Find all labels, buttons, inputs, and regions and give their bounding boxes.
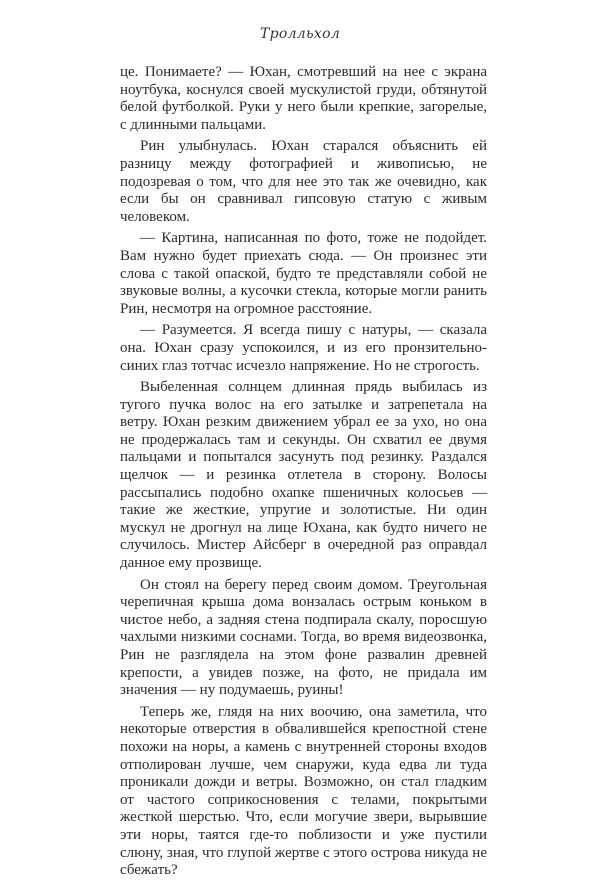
paragraph: Теперь же, глядя на них воочию, она заметила, что некоторые отверстия в обвалившейся крепостной стене похожи на норы, а камень с внутренней стороны входов отполирован лучше, чем снаружи, куда едва ли туда проникали дожди и ветры. Возможно, он стал гладким от частого соприкосновения с телами, покрытыми жесткой шерстью. Что, если могучие звери, вырывшие эти норы, таятся где-то поблизости и уже пустили слюну, зная, что глупой жертве с этого острова никуда не сбежать? xyxy=(120,703,487,879)
paragraph: Выбеленная солнцем длинная прядь выбилась из тугого пучка волос на его затылке и затрепетала на ветру. Юхан резким движением убрал ее за ухо, но она не продержалась там и секунды. Он схватил ее двумя пальцами и попытался засунуть под резинку. Раздался щелчок — и резинка отлетела в сторону. Волосы рассыпались подобно охапке пшеничных колосьев — такие же жесткие, упругие и золотистые. Ни один мускул не дрогнул на лице Юхана, как будто ничего не случилось. Мистер Айсберг в очередной раз оправдал данное ему прозвище. xyxy=(120,379,487,572)
body-text xyxy=(120,64,487,880)
paragraph: — Картина, написанная по фото, тоже не подойдет. Вам нужно будет приехать сюда. — Он произнес эти слова с такой опаской, будто те представляли собой не звуковые волны, а кусочки стекла, которые могли ранить Рин, несмотря на огромное расстояние. xyxy=(120,230,487,317)
paragraph: Рин улыбнулась. Юхан старался объяснить ей разницу между фотографией и живописью, не подозревая о том, что для нее это так же очевидно, как если бы он сравнивал гипсовую статую с живым человеком. xyxy=(120,138,487,225)
running-head-title: Тролльхол xyxy=(259,26,341,42)
paragraph: Он стоял на берегу перед своим домом. Треугольная черепичная крыша дома вонзалась острым коньком в чистое небо, а задняя стена подпирала скалу, поросшую чахлыми низкими соснами. Тогда, во время видеозвонка, Рин не разглядела на этом фоне развалин древней крепости, а увидев позже, на фото, не придала им значения — ну подумаешь, руины! xyxy=(120,576,487,699)
paragraph: — Разумеется. Я всегда пишу с натуры, — сказала она. Юхан сразу успокоился, и из его пронзительно-синих глаз тотчас исчезло напряжение. Но не строгость. xyxy=(120,322,487,374)
paragraph: це. Понимаете? — Юхан, смотревший на нее с экрана ноутбука, коснулся своей мускулистой груди, обтянутой белой футболкой. Руки у него были крепкие, загорелые, с длинными пальцами. xyxy=(120,64,487,133)
